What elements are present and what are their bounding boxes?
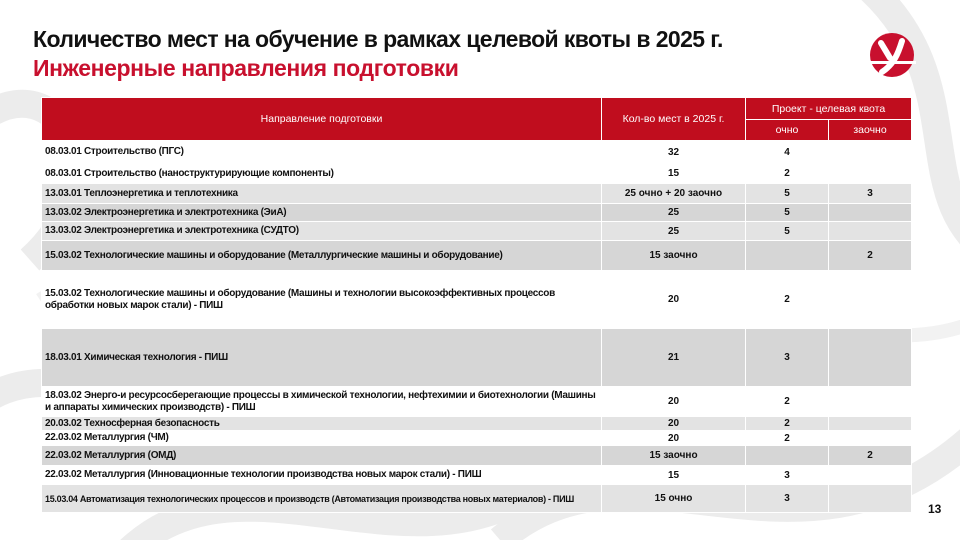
cell-full-time: 5	[746, 204, 829, 222]
cell-part-time	[829, 387, 912, 417]
cell-full-time: 4	[746, 141, 829, 164]
table-row	[42, 466, 912, 485]
table-row	[42, 329, 912, 387]
table-row	[42, 417, 912, 431]
header-direction: Направление подготовки	[42, 98, 602, 141]
title-block	[33, 24, 723, 82]
table-row	[42, 141, 912, 164]
cell-direction: 18.03.02 Энерго-и ресурсосберегающие процессы в химической технологии, нефтехимии и биотехнологии (Машины и аппараты химических производств) - ПИШ	[42, 387, 602, 417]
cell-part-time: 2	[829, 446, 912, 466]
cell-direction: 08.03.01 Строительство (ПГС)	[42, 141, 602, 164]
cell-places: 21	[602, 329, 746, 387]
cell-full-time: 2	[746, 417, 829, 431]
header-places: Кол-во мест в 2025 г.	[602, 98, 746, 141]
table-row	[42, 485, 912, 513]
quota-table	[41, 97, 912, 513]
cell-direction: 13.03.02 Электроэнергетика и электротехника (СУДТО)	[42, 222, 602, 241]
cell-part-time	[829, 141, 912, 164]
table-row	[42, 446, 912, 466]
cell-full-time: 3	[746, 466, 829, 485]
cell-full-time	[746, 446, 829, 466]
cell-places: 15	[602, 164, 746, 184]
cell-direction: 22.03.02 Металлургия (Инновационные технологии производства новых марок стали) - ПИШ	[42, 466, 602, 485]
table-row	[42, 222, 912, 241]
university-logo	[864, 28, 920, 82]
cell-places: 20	[602, 387, 746, 417]
cell-part-time	[829, 222, 912, 241]
cell-full-time: 5	[746, 184, 829, 204]
cell-direction: 13.03.02 Электроэнергетика и электротехника (ЭиА)	[42, 204, 602, 222]
cell-direction: 15.03.02 Технологические машины и оборудование (Машины и технологии высокоэффективных процессов обработки новых марок стали) - ПИШ	[42, 271, 602, 329]
cell-full-time: 5	[746, 222, 829, 241]
cell-places: 15 заочно	[602, 241, 746, 271]
cell-direction: 08.03.01 Строительство (наноструктурирующие компоненты)	[42, 164, 602, 184]
cell-places: 25	[602, 204, 746, 222]
table-row	[42, 164, 912, 184]
page-number: 13	[928, 502, 942, 516]
cell-part-time	[829, 204, 912, 222]
cell-part-time	[829, 329, 912, 387]
header-project-quota: Проект - целевая квота	[746, 98, 912, 120]
table-row	[42, 431, 912, 446]
cell-direction: 15.03.02 Технологические машины и оборудование (Металлургические машины и оборудование)	[42, 241, 602, 271]
cell-direction: 22.03.02 Металлургия (ОМД)	[42, 446, 602, 466]
table-header-row	[42, 98, 912, 120]
cell-places: 32	[602, 141, 746, 164]
slide-subtitle: Инженерные направления подготовки	[33, 55, 459, 81]
cell-direction: 15.03.04 Автоматизация технологических процессов и производств (Автоматизация производства новых материалов) - ПИШ	[42, 485, 602, 513]
cell-full-time: 2	[746, 387, 829, 417]
cell-places: 20	[602, 271, 746, 329]
table-row	[42, 204, 912, 222]
cell-full-time: 2	[746, 431, 829, 446]
header-full-time: очно	[746, 120, 829, 141]
slide-title: Количество мест на обучение в рамках целевой квоты в 2025 г.	[33, 26, 723, 52]
table-row	[42, 241, 912, 271]
cell-full-time	[746, 241, 829, 271]
cell-part-time	[829, 431, 912, 446]
table-row	[42, 271, 912, 329]
cell-full-time: 3	[746, 329, 829, 387]
cell-places: 20	[602, 417, 746, 431]
cell-part-time: 3	[829, 184, 912, 204]
header-part-time: заочно	[829, 120, 912, 141]
cell-direction: 13.03.01 Теплоэнергетика и теплотехника	[42, 184, 602, 204]
cell-places: 25 очно + 20 заочно	[602, 184, 746, 204]
cell-full-time: 2	[746, 271, 829, 329]
cell-direction: 20.03.02 Техносферная безопасность	[42, 417, 602, 431]
cell-full-time: 2	[746, 164, 829, 184]
cell-places: 15 очно	[602, 485, 746, 513]
cell-part-time	[829, 271, 912, 329]
cell-part-time	[829, 485, 912, 513]
cell-part-time	[829, 417, 912, 431]
cell-part-time	[829, 164, 912, 184]
cell-direction: 22.03.02 Металлургия (ЧМ)	[42, 431, 602, 446]
cell-places: 15	[602, 466, 746, 485]
cell-part-time: 2	[829, 241, 912, 271]
cell-part-time	[829, 466, 912, 485]
cell-places: 20	[602, 431, 746, 446]
cell-places: 25	[602, 222, 746, 241]
table-row	[42, 184, 912, 204]
cell-full-time: 3	[746, 485, 829, 513]
table-row	[42, 387, 912, 417]
cell-places: 15 заочно	[602, 446, 746, 466]
cell-direction: 18.03.01 Химическая технология - ПИШ	[42, 329, 602, 387]
